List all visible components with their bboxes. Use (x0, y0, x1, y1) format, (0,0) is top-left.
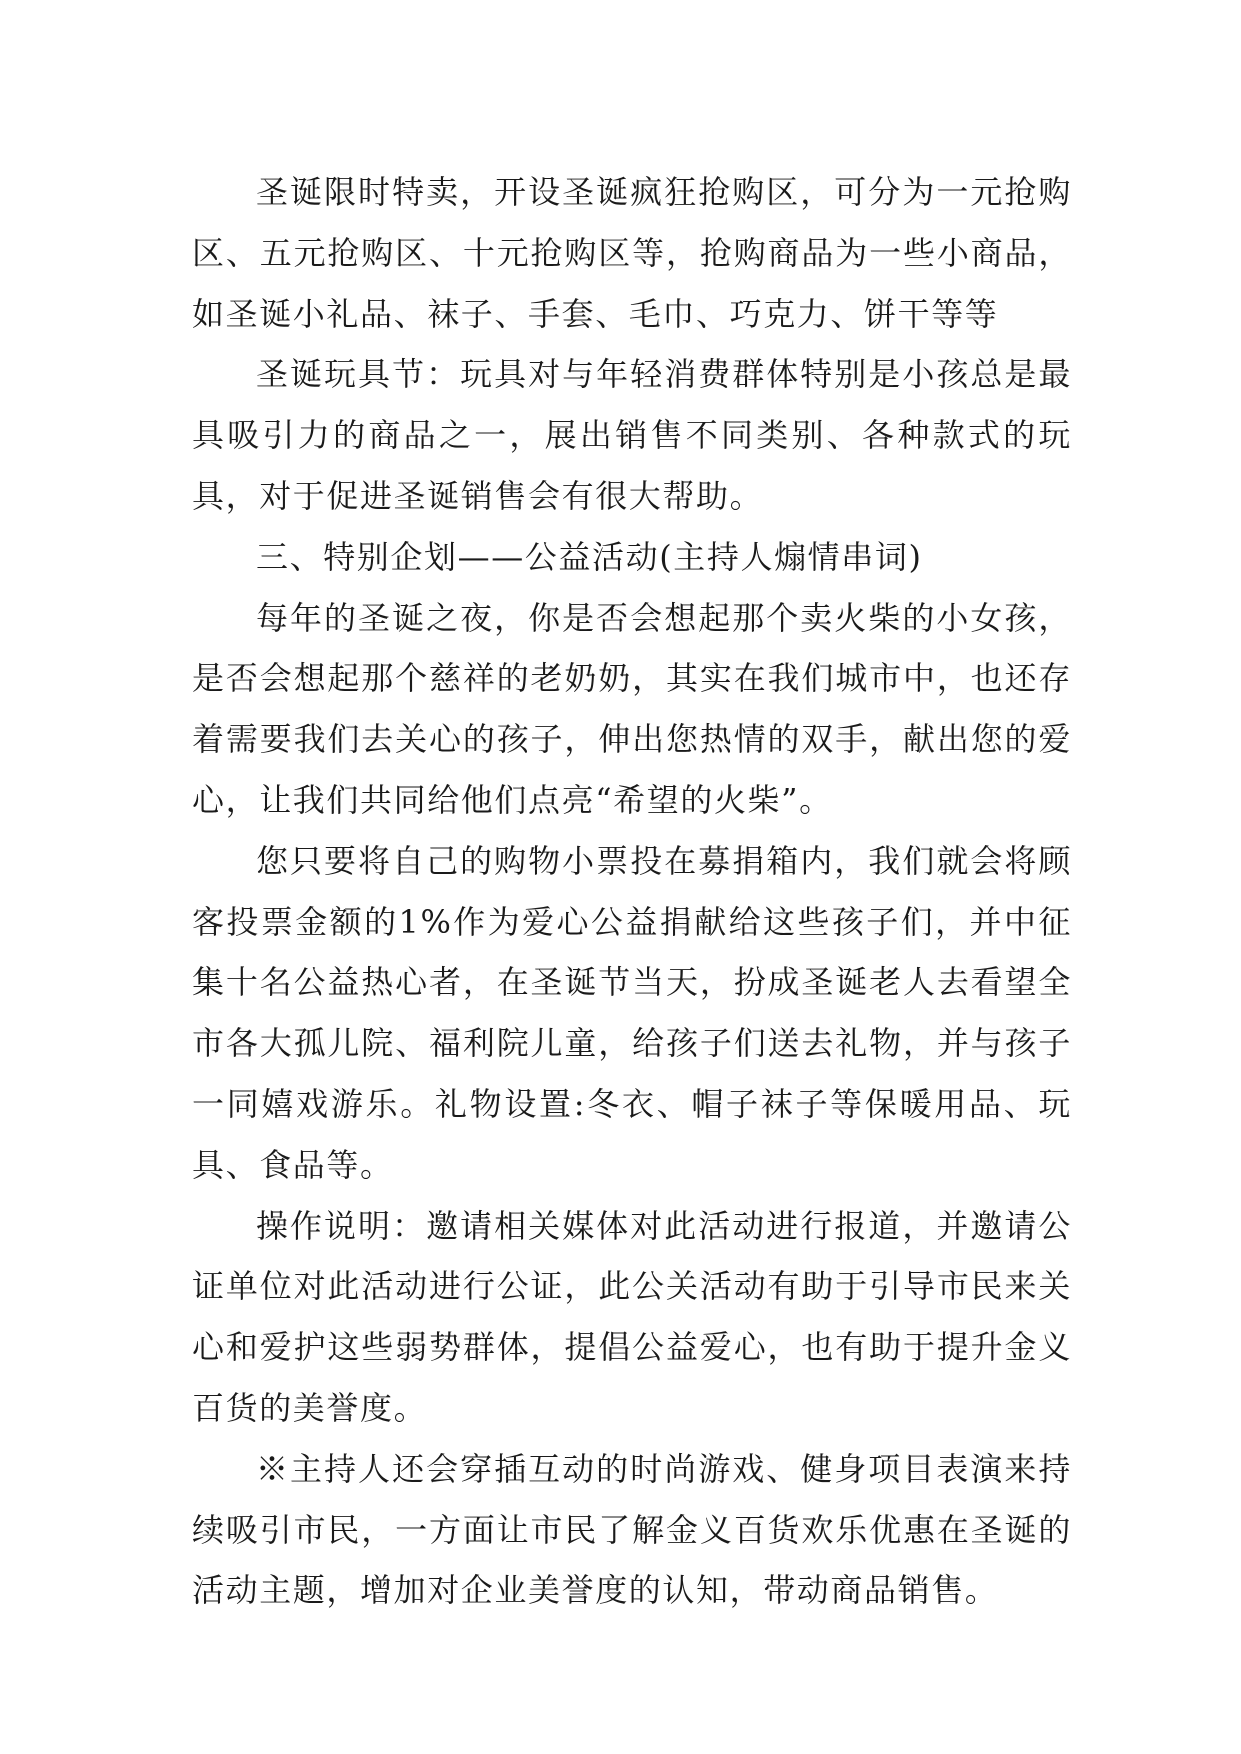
paragraph-operation-notes: 操作说明：邀请相关媒体对此活动进行报道，并邀请公证单位对此活动进行公证，此公关活动有助于引导市民来关心和爱护这些弱势群体，提倡公益爱心，也有助于提升金义百货的美誉度。 (192, 1206, 1072, 1427)
paragraph-christmas-toy-festival: 圣诞玩具节：玩具对与年轻消费群体特别是小孩总是最具吸引力的商品之一，展出销售不同类别、各种款式的玩具，对于促进圣诞销售会有很大帮助。 (192, 355, 1072, 515)
paragraph-host-speech: 每年的圣诞之夜，你是否会想起那个卖火柴的小女孩，是否会想起那个慈祥的老奶奶，其实在我们城市中，也还存着需要我们去关心的孩子，伸出您热情的双手，献出您的爱心，让我们共同给他们点亮“希望的火柴”。 (192, 598, 1072, 819)
paragraph-christmas-flash-sale: 圣诞限时特卖，开设圣诞疯狂抢购区，可分为一元抢购区、五元抢购区、十元抢购区等，抢购商品为一些小商品，如圣诞小礼品、袜子、手套、毛巾、巧克力、饼干等等 (192, 173, 1072, 333)
paragraph-host-interaction-note: ※主持人还会穿插互动的时尚游戏、健身项目表演来持续吸引市民，一方面让市民了解金义百货欢乐优惠在圣诞的活动主题，增加对企业美誉度的认知，带动商品销售。 (192, 1449, 1072, 1610)
section-heading-charity-activity: 三、特别企划——公益活动(主持人煽情串词) (256, 537, 923, 576)
document-body (192, 162, 1072, 1621)
paragraph-donation-details: 您只要将自己的购物小票投在募捐箱内，我们就会将顾客投票金额的1%作为爱心公益捐献给这些孩子们，并中征集十名公益热心者，在圣诞节当天，扮成圣诞老人去看望全市各大孤儿院、福利院儿童，给孩子们送去礼物，并与孩子一同嬉戏游乐。礼物设置:冬衣、帽子袜子等保暖用品、玩具、食品等。 (192, 841, 1072, 1184)
